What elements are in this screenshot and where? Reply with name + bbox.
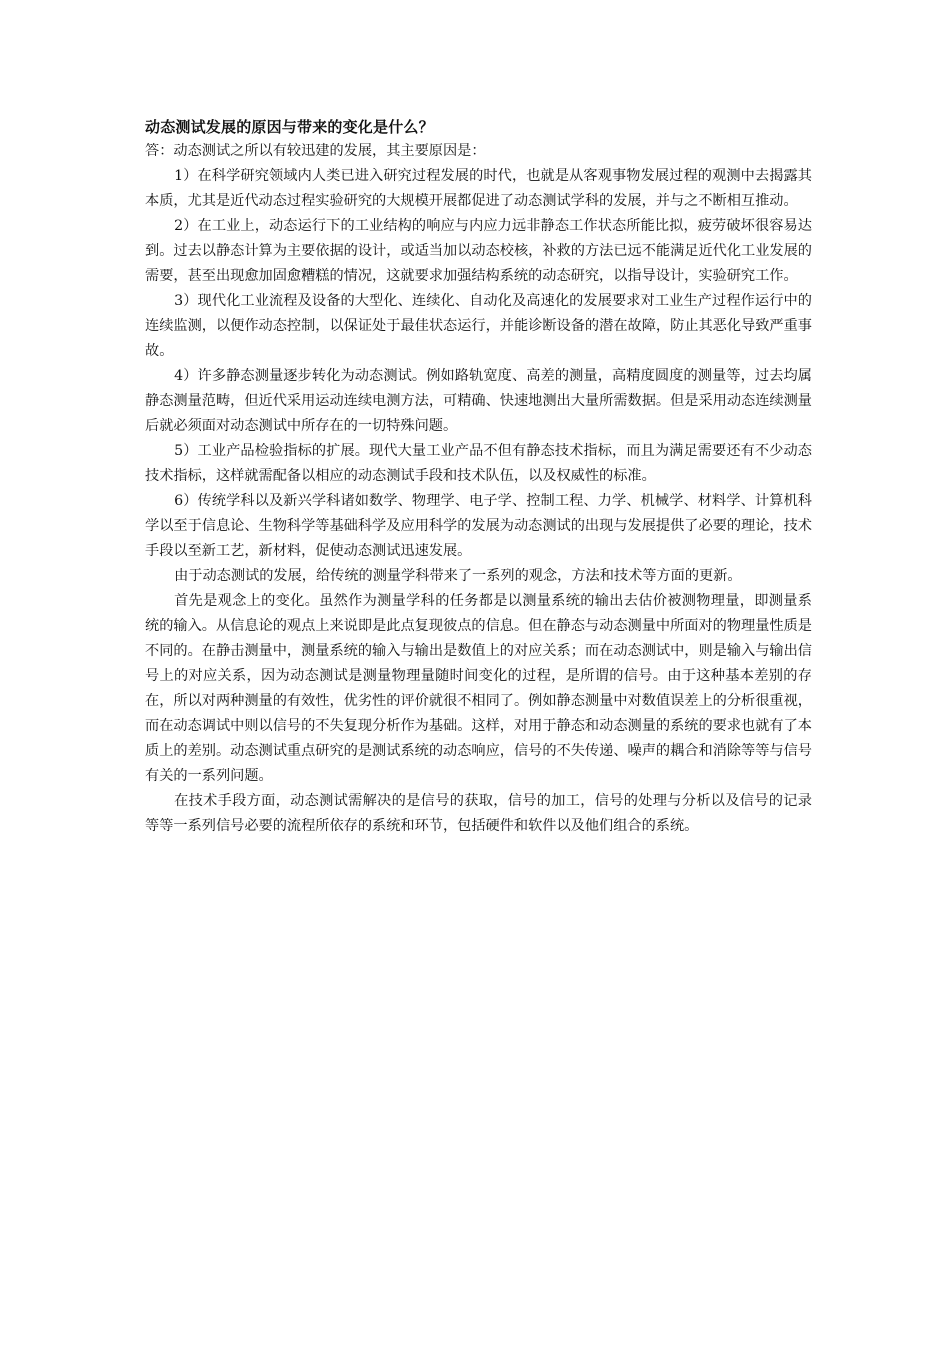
answer-intro: 答：动态测试之所以有较迅建的发展，其主要原因是： <box>145 143 486 159</box>
change-intro-paragraph: 由于动态测试的发展，给传统的测量学科带来了一系列的观念，方法和技术等方面的更新。 <box>174 568 742 584</box>
reason-5: 5）工业产品检验指标的扩展。现代大量工业产品不但有静态技术指标，而且为满足需要还有不少动态技术指标，这样就需配备以相应的动态测试手段和技术队伍，以及权威性的标准。 <box>145 443 812 484</box>
reason-4: 4）许多静态测量逐步转化为动态测试。例如路轨宽度、高差的测量，高精度圆度的测量等，过去均属静态测量范畴，但近代采用运动连续电测方法，可精确、快速地测出大量所需数据。但是采用动态连续测量后就必须面对动态测试中所存在的一切特殊问题。 <box>145 368 812 434</box>
technique-change-paragraph: 在技术手段方面，动态测试需解决的是信号的获取，信号的加工，信号的处理与分析以及信号的记录等等一系列信号必要的流程所依存的系统和环节，包括硬件和软件以及他们组合的系统。 <box>145 793 812 834</box>
reason-3: 3）现代化工业流程及设备的大型化、连续化、自动化及高速化的发展要求对工业生产过程作运行中的连续监测，以便作动态控制，以保证处于最佳状态运行，并能诊断设备的潜在故障，防止其恶化导致严重事故。 <box>145 293 812 359</box>
reason-2: 2）在工业上，动态运行下的工业结构的响应与内应力远非静态工作状态所能比拟，疲劳破坏很容易达到。过去以静态计算为主要依据的设计，或适当加以动态校核，补救的方法已远不能满足近代化工业发展的需要，甚至出现愈加固愈糟糕的情况，这就要求加强结构系统的动态研究，以指导设计，实验研究工作。 <box>145 218 812 284</box>
concept-change-paragraph: 首先是观念上的变化。虽然作为测量学科的任务都是以测量系统的输出去估价被测物理量，即测量系统的输入。从信息论的观点上来说即是此点复现彼点的信息。但在静态与动态测量中所面对的物理量性质是不同的。在静击测量中，测量系统的输入与输出是数值上的对应关系；而在动态测试中，则是输入与输出信号上的对应关系，因为动态测试是测量物理量随时间变化的过程，是所谓的信号。由于这种基本差别的存在，所以对两种测量的有效性，优劣性的评价就很不相同了。例如静态测量中对数值误差上的分析很重视，而在动态调试中则以信号的不失复现分析作为基础。这样，对用于静态和动态测量的系统的要求也就有了本质上的差别。动态测试重点研究的是测试系统的动态响应，信号的不失传递、噪声的耦合和消除等等与信号有关的一系列问题。 <box>145 593 812 784</box>
document-page <box>145 116 812 839</box>
document-title: 动态测试发展的原因与带来的变化是什么？ <box>145 118 434 136</box>
reason-1: 1）在科学研究领域内人类已进入研究过程发展的时代，也就是从客观事物发展过程的观测中去揭露其本质，尤其是近代动态过程实验研究的大规模开展都促进了动态测试学科的发展，并与之不断相互推动。 <box>145 168 812 209</box>
reason-6: 6）传统学科以及新兴学科诸如数学、物理学、电子学、控制工程、力学、机械学、材料学、计算机科学以至于信息论、生物科学等基础科学及应用科学的发展为动态测试的出现与发展提供了必要的理论，技术手段以至新工艺，新材料，促使动态测试迅速发展。 <box>145 493 812 559</box>
